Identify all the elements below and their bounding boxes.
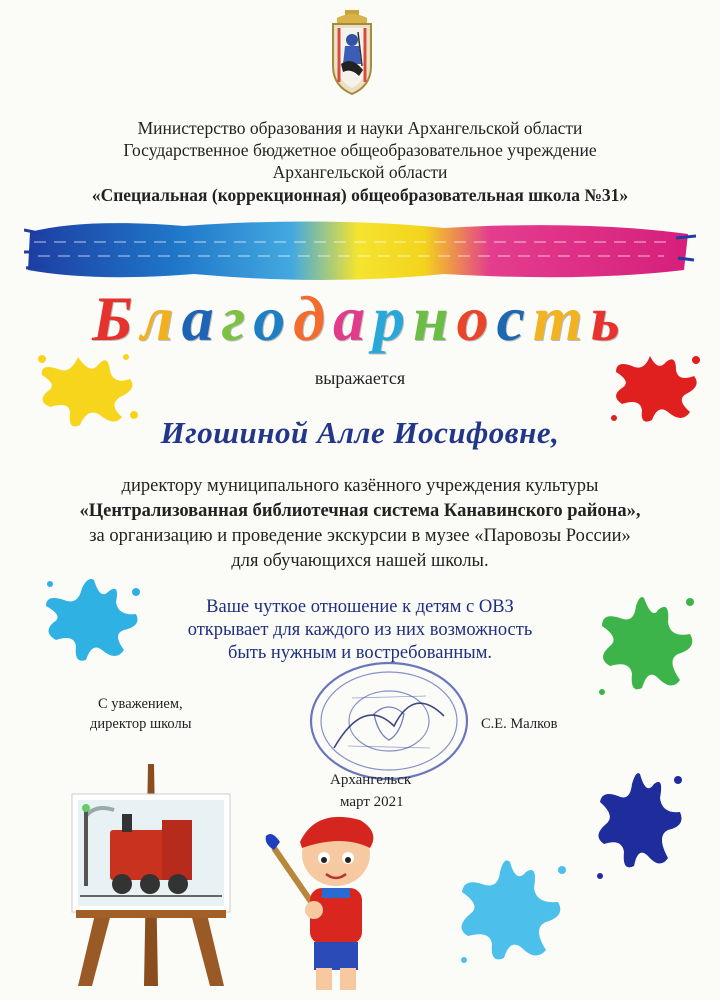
coat-of-arms-icon — [323, 6, 381, 98]
title-letter: д — [293, 283, 333, 354]
title-letter: н — [412, 283, 457, 354]
date-text: март 2021 — [340, 794, 404, 810]
body-line-2: «Централизованная библиотечная система Канавинского района», — [79, 501, 641, 521]
title-letter: р — [372, 283, 413, 354]
regards-text: С уважением, — [98, 696, 183, 712]
title-letter: с — [496, 283, 533, 354]
paint-splash-icon — [590, 762, 690, 887]
director-name: С.Е. Малков — [481, 716, 558, 732]
title-letter: Б — [92, 283, 141, 354]
school-name: «Специальная (коррекционная) общеобразовательная школа №31» — [91, 185, 629, 205]
title-letter: о — [253, 283, 294, 354]
title-letter: о — [456, 283, 497, 354]
institution-line: Государственное бюджетное общеобразовательное учреждение — [123, 140, 597, 160]
title-letter: т — [532, 283, 591, 354]
body-line-1: директору муниципального казённого учреждения культуры — [121, 476, 599, 496]
easel-painting-icon — [66, 760, 236, 990]
title-letter: а — [181, 283, 222, 354]
ministry-line: Министерство образования и науки Архангельской области — [137, 118, 583, 138]
wish-line-3: быть нужным и востребованным. — [227, 643, 493, 663]
title-letter: ь — [590, 283, 628, 354]
wish-line-1: Ваше чуткое отношение к детям с ОВЗ — [206, 597, 514, 617]
paint-splash-icon — [450, 850, 575, 970]
expressed-text: выражается — [314, 368, 406, 388]
title-letter: л — [140, 283, 182, 354]
recipient-name: Игошиной Алле Иосифовне, — [160, 415, 560, 450]
title-letter: а — [332, 283, 373, 354]
region-line: Архангельской области — [272, 162, 448, 182]
director-position: директор школы — [90, 716, 192, 732]
body-line-3: за организацию и проведение экскурсии в музее «Паровозы России» — [89, 526, 631, 546]
title-gratitude — [0, 282, 720, 352]
paint-stroke-icon — [24, 212, 696, 290]
body-line-4: для обучающихся нашей школы. — [231, 551, 489, 571]
official-stamp-icon — [304, 656, 474, 786]
boy-painter-icon — [262, 808, 402, 998]
title-letter: г — [221, 283, 254, 354]
wish-line-2: открывает для каждого из них возможность — [187, 620, 533, 640]
city-text: Архангельск — [330, 772, 412, 788]
